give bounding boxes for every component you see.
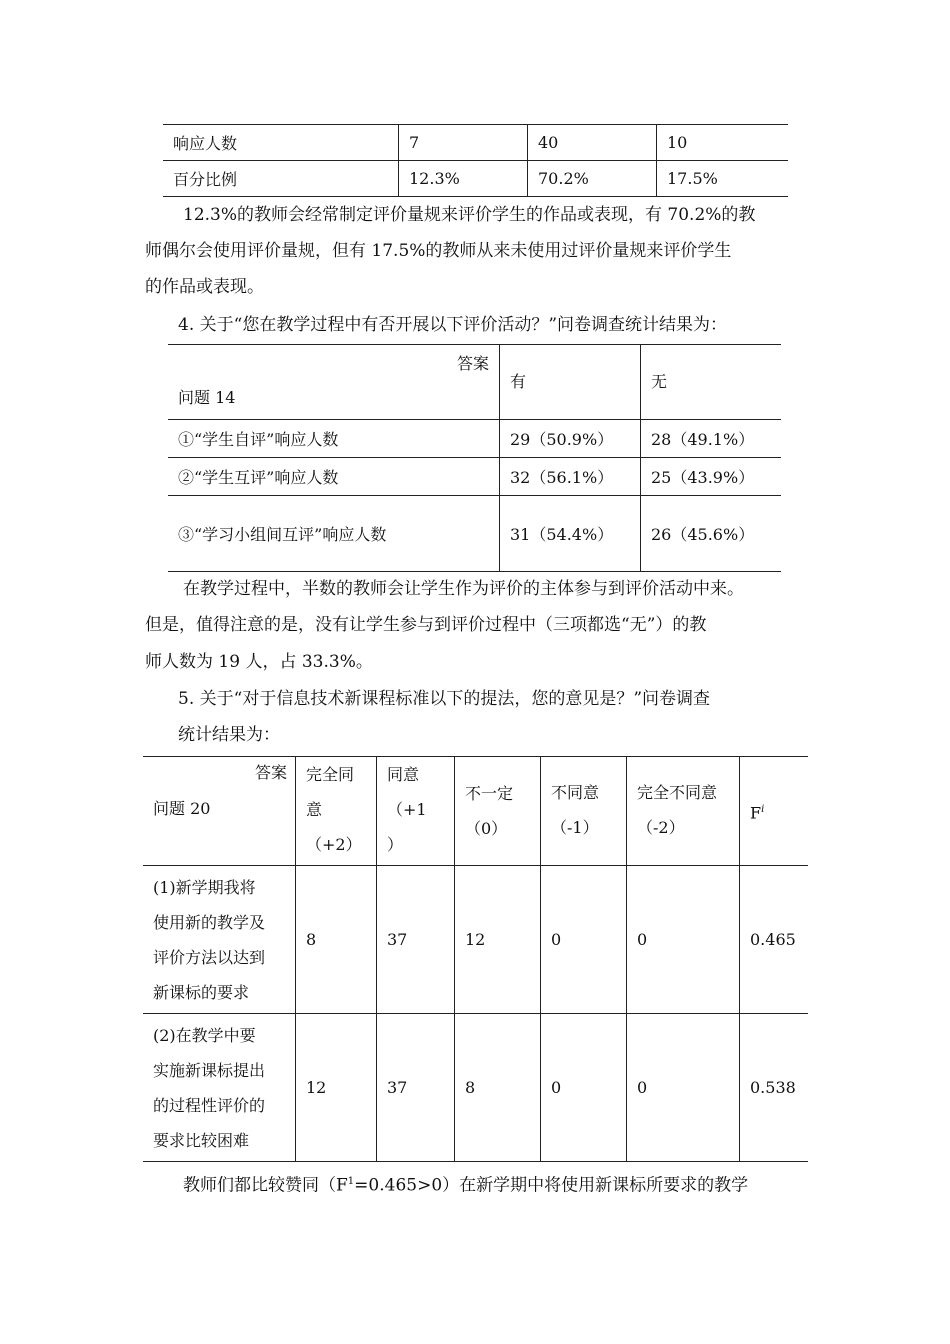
cell: 10 [657, 125, 789, 161]
cell: 8 [455, 1014, 541, 1162]
section-heading: 4. 关于“您在教学过程中有否开展以下评价活动？”问卷调查统计结果为： [178, 315, 728, 335]
cell: 0.538 [740, 1014, 809, 1162]
cell: 12 [455, 866, 541, 1014]
cell: 32（56.1%） [500, 458, 641, 496]
cell: 37 [377, 866, 455, 1014]
table-row [143, 866, 808, 1014]
cell: 25（43.9%） [641, 458, 782, 496]
col-header-line: （0） [465, 819, 508, 838]
row-label: ③“学习小组间互评”响应人数 [168, 496, 500, 572]
subscript: 1 [347, 1176, 355, 1187]
col-header-uncertain [455, 757, 541, 866]
row-label [143, 866, 296, 1014]
col-header-line: 完全同 [306, 765, 355, 784]
row-label-line: 新课标的要求 [153, 982, 250, 1002]
cell: 8 [296, 866, 377, 1014]
response-table [163, 124, 788, 197]
cell: 31（54.4%） [500, 496, 641, 572]
f-subscript: i [761, 803, 765, 815]
col-header-agree [377, 757, 455, 866]
col-header-line: 同意 [387, 765, 420, 784]
row-label: 响应人数 [163, 125, 399, 161]
cell: 0 [627, 1014, 740, 1162]
row-label-line: 评价方法以达到 [153, 947, 266, 967]
row-label-line: 使用新的教学及 [153, 912, 266, 932]
table-row [163, 125, 788, 161]
paragraph-line: 师人数为 19 人，占 33.3%。 [145, 652, 373, 672]
header-answer: 答案 [456, 354, 489, 373]
table-row [168, 496, 781, 572]
cell: 26（45.6%） [641, 496, 782, 572]
row-label: ②“学生互评”响应人数 [168, 458, 500, 496]
cell: 70.2% [528, 161, 657, 197]
table-row [168, 458, 781, 496]
cell: 0 [627, 866, 740, 1014]
col-header-line: （-1） [551, 818, 599, 837]
cell: 7 [399, 125, 528, 161]
row-label: ①“学生自评”响应人数 [168, 420, 500, 458]
header-question: 问题 20 [153, 799, 211, 818]
diagonal-header-cell [143, 757, 296, 866]
col-header-line: 不同意 [551, 783, 600, 802]
paragraph-line: 但是，值得注意的是，没有让学生参与到评价过程中（三项都选“无”）的教 [145, 615, 707, 635]
section-heading: 5. 关于“对于信息技术新课程标准以下的提法，您的意见是？”问卷调查 [178, 689, 711, 709]
cell: 0 [541, 866, 627, 1014]
col-header-f [740, 757, 809, 866]
cell: 37 [377, 1014, 455, 1162]
paragraph-line [183, 1170, 748, 1198]
paragraph-line: 的作品或表现。 [145, 277, 264, 297]
col-header-disagree [541, 757, 627, 866]
col-header-line: ） [387, 835, 404, 854]
row-label-line: 的过程性评价的 [153, 1095, 266, 1115]
table-row [168, 420, 781, 458]
row-label-line: (2)在教学中要 [153, 1025, 256, 1045]
paragraph-line: 在教学过程中，半数的教师会让学生作为评价的主体参与到评价活动中来。 [183, 579, 744, 599]
col-header-line: （-2） [637, 818, 685, 837]
col-header-yes: 有 [500, 345, 641, 420]
text-run: =0.465>0）在新学期中将使用新课标所要求的教学 [354, 1175, 749, 1196]
table-header-row [168, 345, 781, 420]
evaluation-activity-table [168, 344, 781, 572]
row-label-line: (1)新学期我将 [153, 877, 256, 897]
paragraph-line: 师偶尔会使用评价量规，但有 17.5%的教师从来未使用过评价量规来评价学生 [145, 241, 732, 261]
cell: 12 [296, 1014, 377, 1162]
cell: 17.5% [657, 161, 789, 197]
diagonal-header-cell [168, 345, 500, 420]
col-header-line: （+2） [306, 835, 362, 854]
header-question: 问题 14 [178, 388, 236, 407]
col-header-line: 意 [306, 800, 323, 819]
cell: 0 [541, 1014, 627, 1162]
cell: 40 [528, 125, 657, 161]
cell: 0.465 [740, 866, 809, 1014]
paragraph-line: 12.3%的教师会经常制定评价量规来评价学生的作品或表现，有 70.2%的教 [183, 205, 756, 225]
col-header-no: 无 [641, 345, 782, 420]
table-row [163, 161, 788, 197]
cell: 29（50.9%） [500, 420, 641, 458]
col-header-strongly-agree [296, 757, 377, 866]
col-header-line: 不一定 [465, 784, 514, 803]
row-label-line: 要求比较困难 [153, 1130, 250, 1150]
col-header-line: （+1 [387, 800, 427, 819]
cell: 12.3% [399, 161, 528, 197]
col-header-strongly-disagree [627, 757, 740, 866]
col-header-line: 完全不同意 [637, 783, 718, 802]
text-run: 教师们都比较赞同（F [183, 1175, 348, 1196]
section-heading-cont: 统计结果为： [178, 725, 280, 745]
row-label-line: 实施新课标提出 [153, 1060, 266, 1080]
cell: 28（49.1%） [641, 420, 782, 458]
f-symbol: F [750, 803, 762, 823]
header-answer: 答案 [254, 763, 287, 782]
row-label [143, 1014, 296, 1162]
table-header-row [143, 757, 808, 866]
table-row [143, 1014, 808, 1162]
opinion-table [143, 756, 808, 1162]
row-label: 百分比例 [163, 161, 399, 197]
